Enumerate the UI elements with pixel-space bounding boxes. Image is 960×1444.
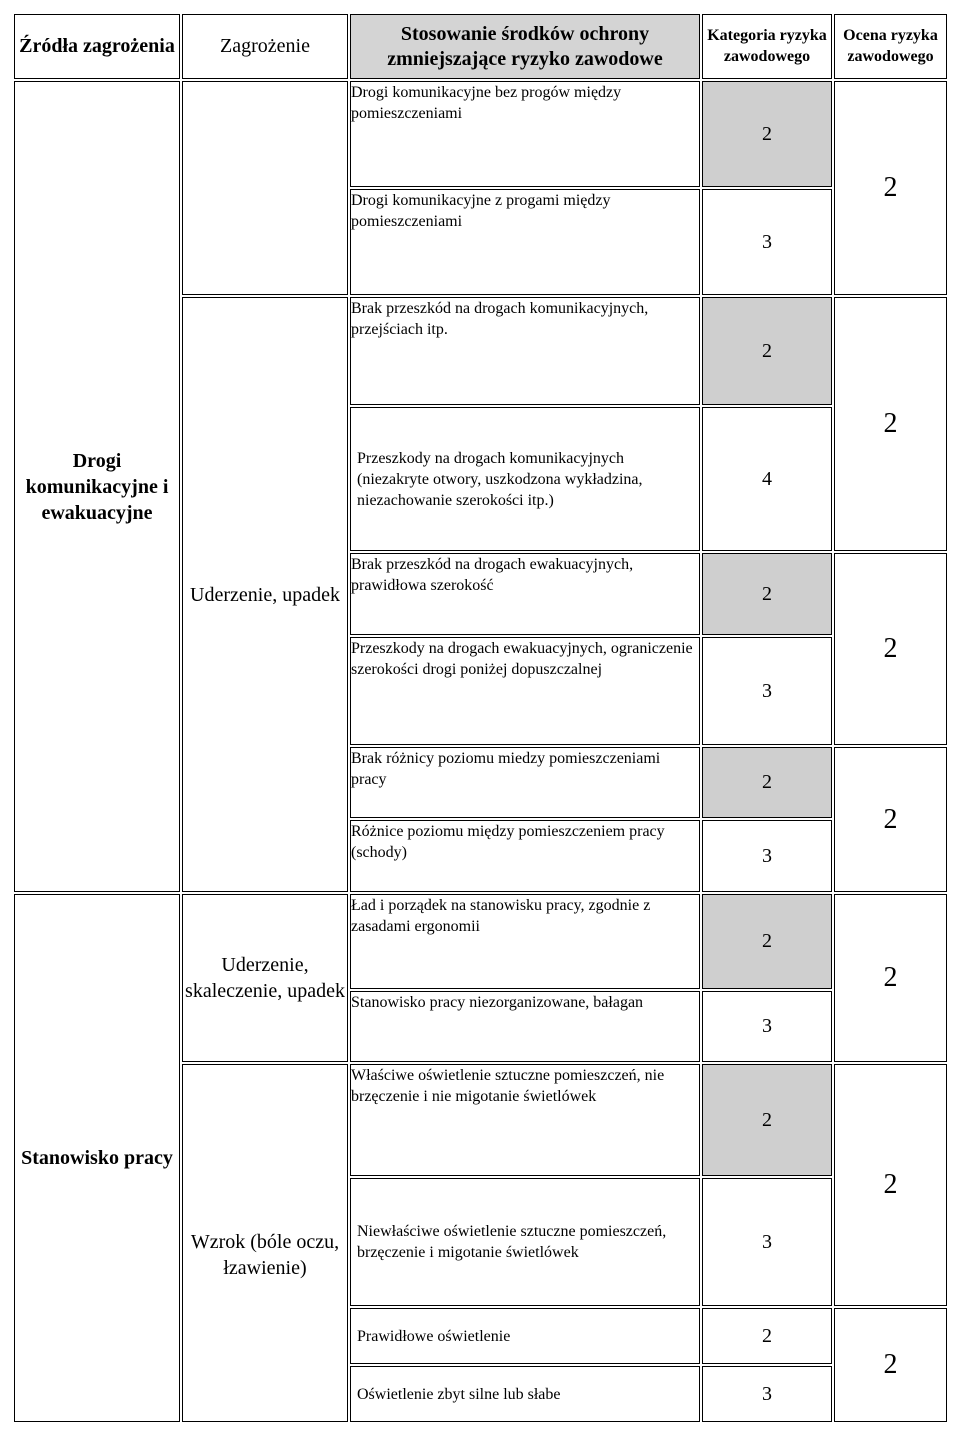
source-cell: Stanowisko pracy (14, 894, 180, 1422)
measure-cell: Brak przeszkód na drogach ewakuacyjnych, prawidłowa szerokość (350, 553, 700, 635)
score-cell: 2 (834, 1064, 947, 1306)
category-cell: 3 (702, 1178, 832, 1306)
measure-cell: Stanowisko pracy niezorganizowane, bałagan (350, 991, 700, 1062)
table-row (14, 894, 947, 989)
measure-cell: Brak przeszkód na drogach komunikacyjnych, przejściach itp. (350, 297, 700, 405)
category-cell: 3 (702, 820, 832, 892)
measure-cell: Oświetlenie zbyt silne lub słabe (350, 1366, 700, 1422)
score-cell: 2 (834, 747, 947, 892)
score-cell: 2 (834, 894, 947, 1062)
header-source: Źródła zagrożenia (14, 14, 180, 79)
category-cell: 2 (702, 1064, 832, 1176)
measure-cell: Drogi komunikacyjne z progami między pomieszczeniami (350, 189, 700, 295)
category-cell: 2 (702, 1308, 832, 1364)
category-cell: 2 (702, 894, 832, 989)
measure-cell: Właściwe oświetlenie sztuczne pomieszczeń, nie brzęczenie i nie migotanie świetlówek (350, 1064, 700, 1176)
category-cell: 2 (702, 297, 832, 405)
source-cell: Drogi komunikacyjne i ewakuacyjne (14, 81, 180, 892)
category-cell: 2 (702, 553, 832, 635)
hazard-cell: Uderzenie, upadek (182, 297, 348, 892)
category-cell: 3 (702, 189, 832, 295)
header-row (14, 14, 947, 79)
header-hazard: Zagrożenie (182, 14, 348, 79)
measure-cell: Prawidłowe oświetlenie (350, 1308, 700, 1364)
header-measures: Stosowanie środków ochrony zmniejszające ryzyko zawodowe (350, 14, 700, 79)
header-category: Kategoria ryzyka zawodowego (702, 14, 832, 79)
score-cell: 2 (834, 553, 947, 745)
measure-cell: Przeszkody na drogach ewakuacyjnych, ograniczenie szerokości drogi poniżej dopuszczalnej (350, 637, 700, 745)
category-cell: 3 (702, 637, 832, 745)
header-score: Ocena ryzyka zawodowego (834, 14, 947, 79)
score-cell: 2 (834, 81, 947, 295)
measure-cell: Brak różnicy poziomu miedzy pomieszczeniami pracy (350, 747, 700, 818)
score-cell: 2 (834, 1308, 947, 1422)
table-row (14, 81, 947, 187)
hazard-cell: Uderzenie, skaleczenie, upadek (182, 894, 348, 1062)
category-cell: 2 (702, 747, 832, 818)
risk-assessment-table (12, 12, 949, 1424)
measure-cell: Przeszkody na drogach komunikacyjnych (niezakryte otwory, uszkodzona wykładzina, niezachowanie szerokości itp.) (350, 407, 700, 551)
category-cell: 4 (702, 407, 832, 551)
measure-cell: Drogi komunikacyjne bez progów między pomieszczeniami (350, 81, 700, 187)
hazard-cell: Wzrok (bóle oczu, łzawienie) (182, 1064, 348, 1422)
measure-cell: Różnice poziomu między pomieszczeniem pracy (schody) (350, 820, 700, 892)
category-cell: 3 (702, 1366, 832, 1422)
measure-cell: Niewłaściwe oświetlenie sztuczne pomieszczeń, brzęczenie i migotanie świetlówek (350, 1178, 700, 1306)
hazard-cell-empty (182, 81, 348, 295)
measure-cell: Ład i porządek na stanowisku pracy, zgodnie z zasadami ergonomii (350, 894, 700, 989)
category-cell: 3 (702, 991, 832, 1062)
category-cell: 2 (702, 81, 832, 187)
score-cell: 2 (834, 297, 947, 551)
